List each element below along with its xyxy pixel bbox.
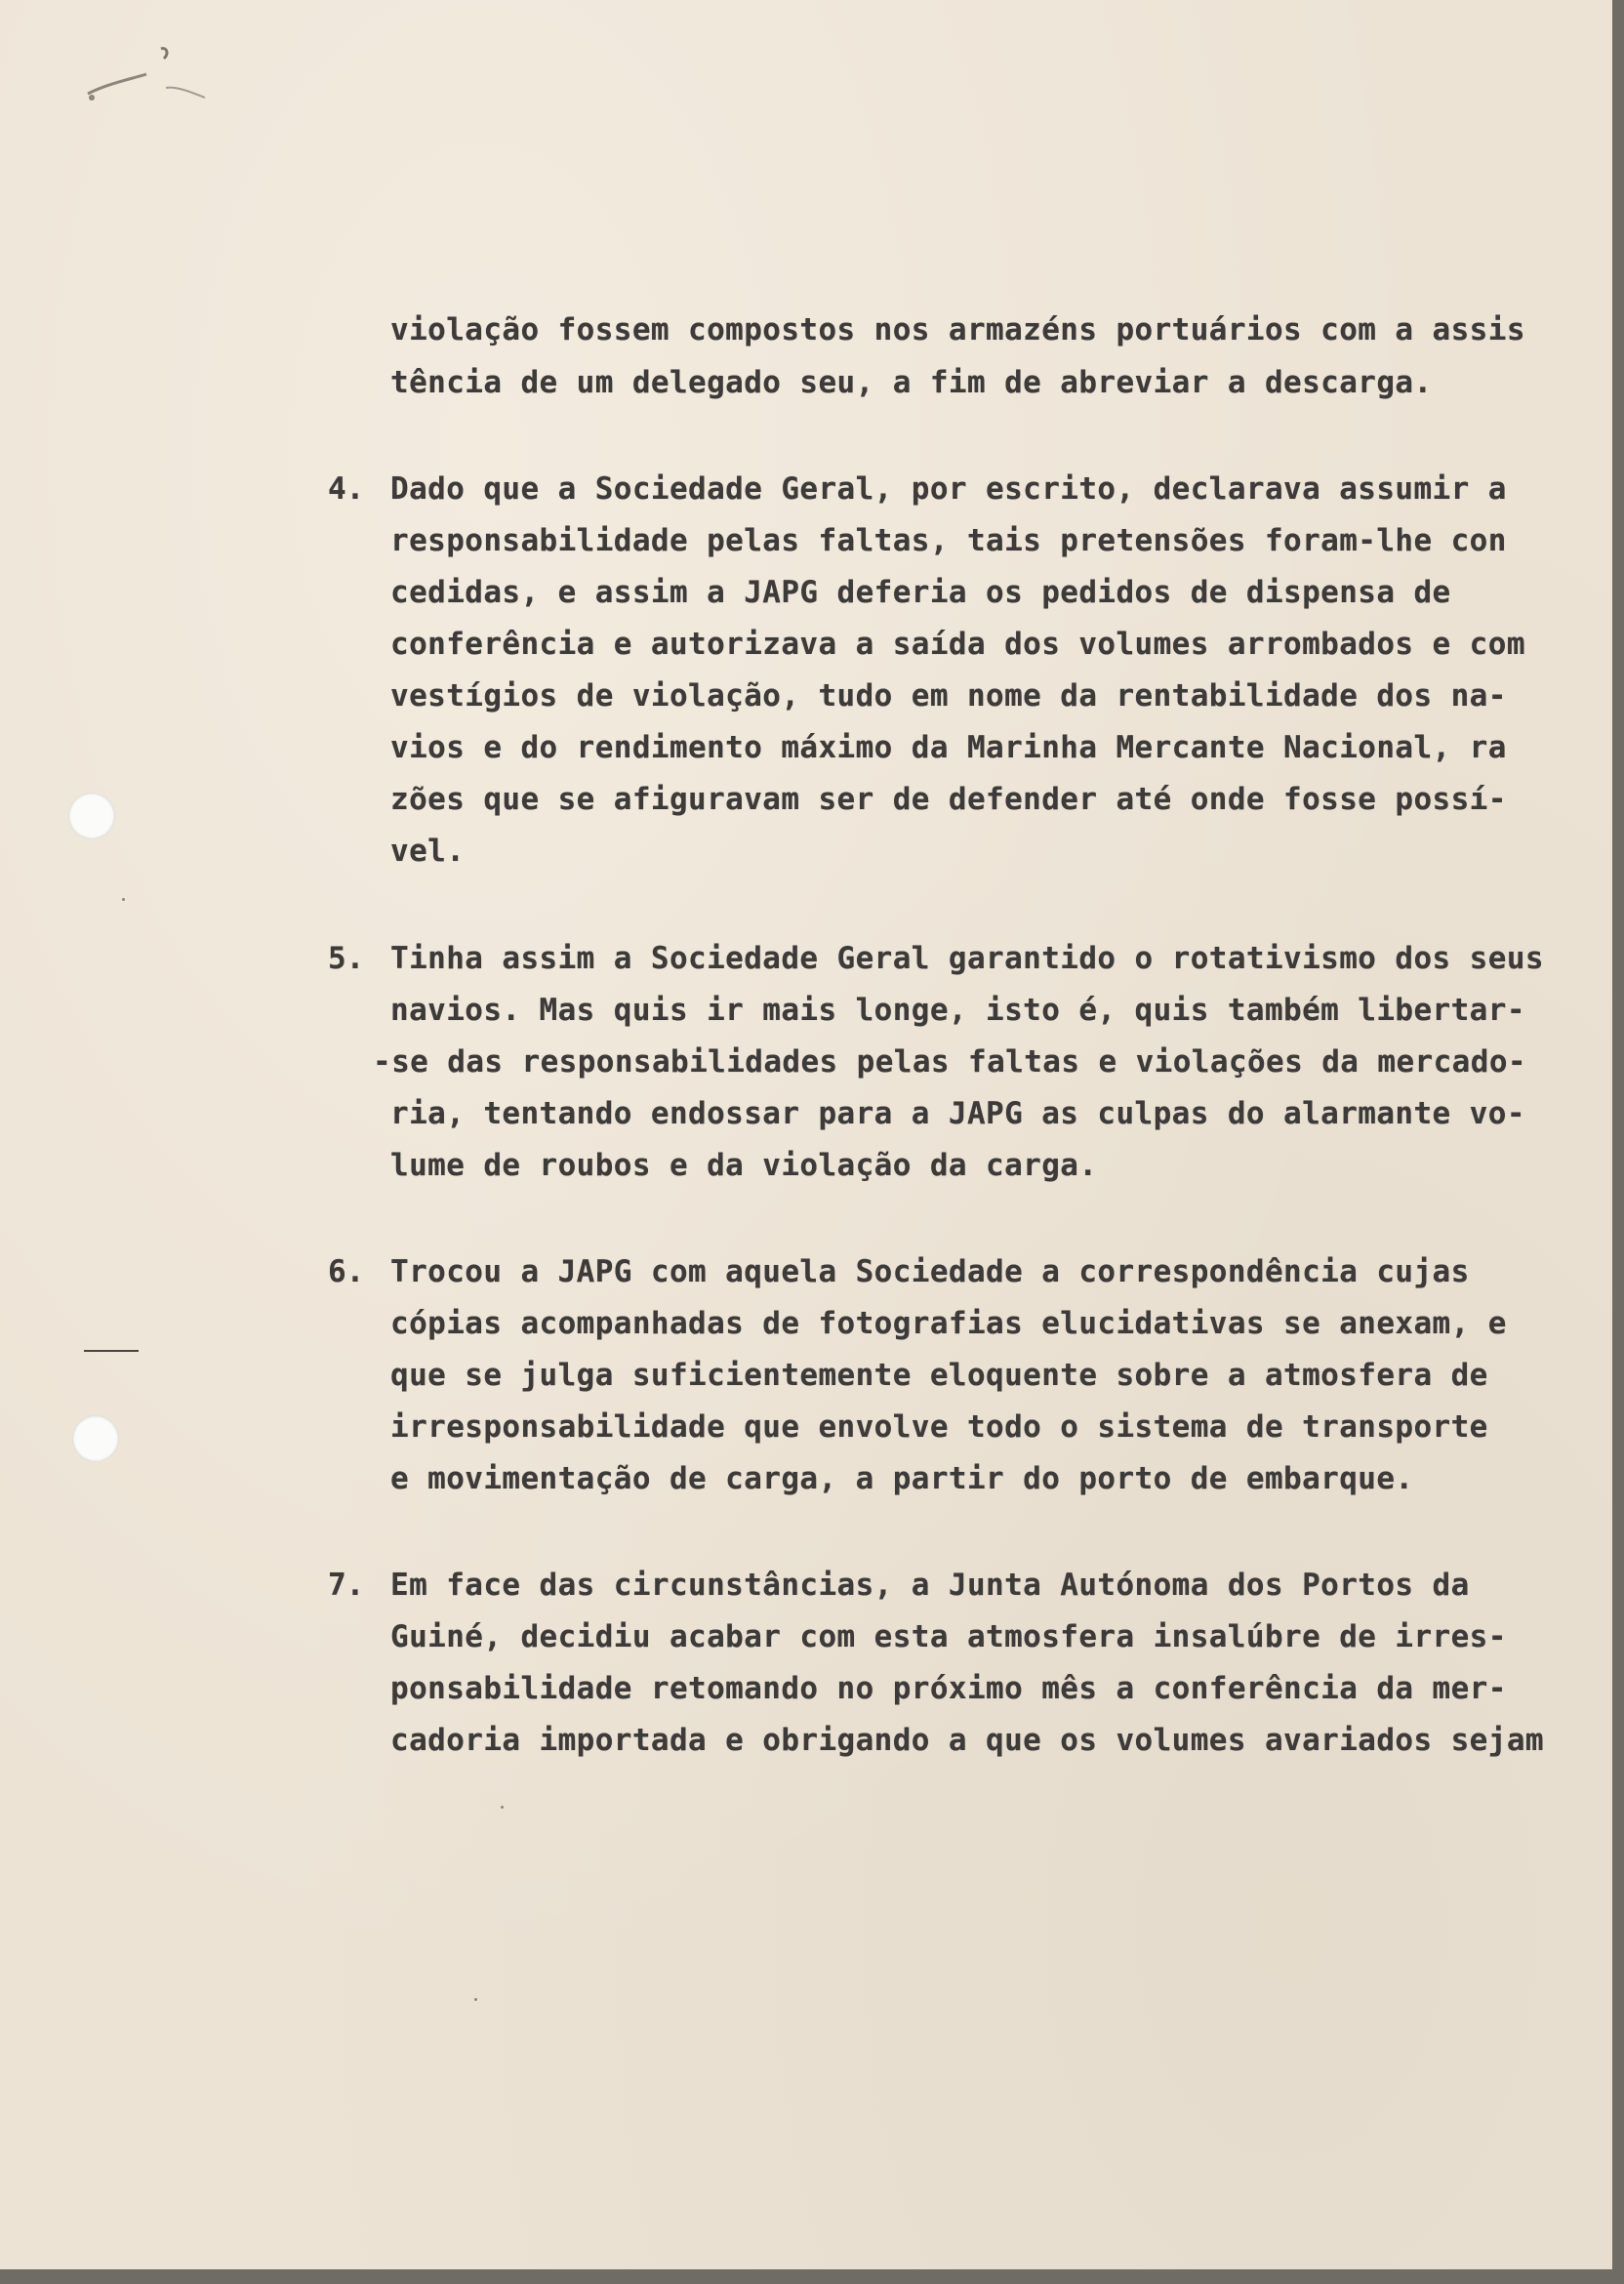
item-number: 6.	[328, 1254, 365, 1289]
text-line: Tinha assim a Sociedade Geral garantido o rotativismo dos seus	[390, 941, 1544, 976]
text-line: Em face das circunstâncias, a Junta Autónoma dos Portos da	[390, 1568, 1470, 1603]
punch-hole-top	[68, 793, 115, 839]
text-line: Trocou a JAPG com aquela Sociedade a correspondência cujas	[390, 1254, 1470, 1289]
item-number: 4.	[328, 471, 365, 507]
text-line: e movimentação de carga, a partir do porto de embarque.	[390, 1461, 1414, 1496]
paper-speck	[122, 898, 125, 901]
text-line: Guiné, decidiu acabar com esta atmosfera insalúbre de irres-	[390, 1619, 1507, 1654]
text-line: conferência e autorizava a saída dos volumes arrombados e com	[390, 627, 1525, 662]
staple-mark	[84, 1350, 139, 1352]
text-line: vel.	[390, 834, 466, 869]
text-line: -se das responsabilidades pelas faltas e violações da mercado-	[373, 1044, 1526, 1080]
text-line: irresponsabilidade que envolve todo o sistema de transporte	[390, 1409, 1488, 1445]
punch-hole-bottom	[72, 1415, 119, 1462]
text-line: vios e do rendimento máximo da Marinha Mercante Nacional, ra	[390, 730, 1507, 765]
paper-speck	[501, 1806, 504, 1809]
text-line: ria, tentando endossar para a JAPG as culpas do alarmante vo-	[390, 1096, 1525, 1131]
text-line: que se julga suficientemente eloquente sobre a atmosfera de	[390, 1358, 1488, 1393]
text-line: zões que se afiguravam ser de defender até onde fosse possí-	[390, 782, 1507, 817]
text-line: vestígios de violação, tudo em nome da rentabilidade dos na-	[390, 678, 1507, 714]
text-line: cedidas, e assim a JAPG deferia os pedidos de dispensa de	[390, 575, 1451, 610]
text-line: Dado que a Sociedade Geral, por escrito, declarava assumir a	[390, 471, 1507, 507]
text-line: cópias acompanhadas de fotografias elucidativas se anexam, e	[390, 1306, 1507, 1341]
text-line: navios. Mas quis ir mais longe, isto é, quis também libertar-	[390, 993, 1525, 1028]
text-line: violação fossem compostos nos armazéns portuários com a assis	[390, 312, 1525, 347]
text-line: lume de roubos e da violação da carga.	[390, 1148, 1098, 1183]
item-number: 7.	[328, 1568, 365, 1603]
text-line: cadoria importada e obrigando a que os volumes avariados sejam	[390, 1723, 1544, 1758]
text-line: ponsabilidade retomando no próximo mês a conferência da mer-	[390, 1671, 1507, 1706]
paper-speck	[474, 1998, 477, 2001]
text-line: responsabilidade pelas faltas, tais pretensões foram-lhe con	[390, 523, 1507, 558]
item-number: 5.	[328, 941, 365, 976]
staple-residue-icon	[68, 29, 215, 107]
text-line: tência de um delegado seu, a fim de abreviar a descarga.	[390, 365, 1433, 400]
